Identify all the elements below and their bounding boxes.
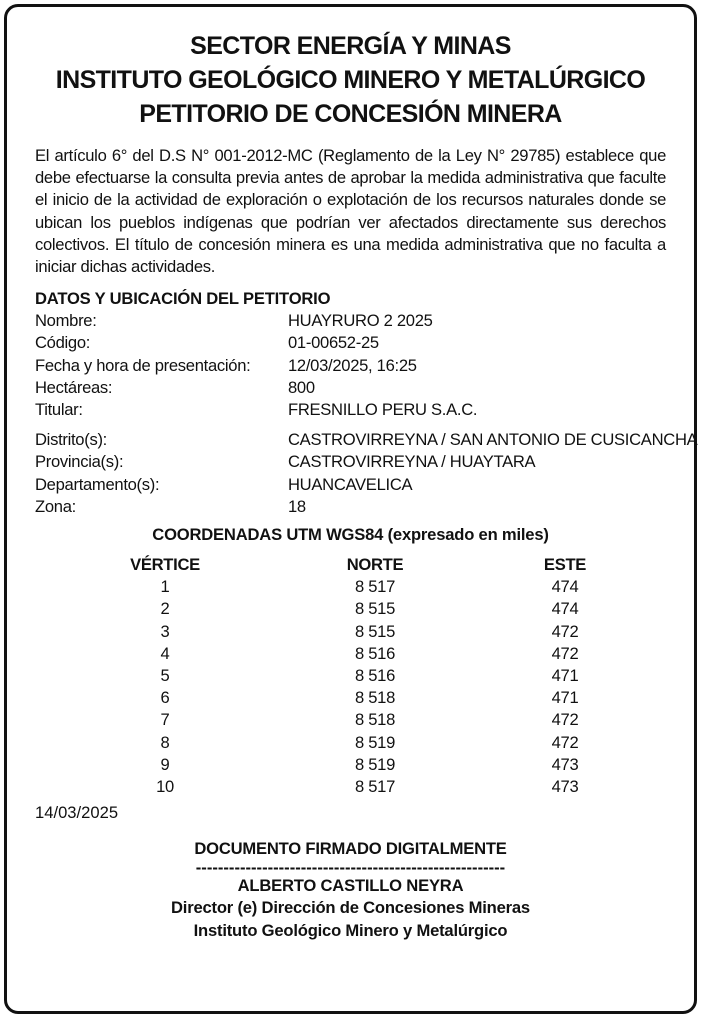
signature-note: DOCUMENTO FIRMADO DIGITALMENTE [194, 839, 507, 859]
field-label: Zona: [35, 496, 76, 516]
vertice-cell: 2 [160, 599, 170, 619]
vertice-cell: 4 [160, 643, 170, 663]
field-value: 01-00652-25 [288, 333, 379, 353]
field-label: Fecha y hora de presentación: [35, 355, 251, 375]
field-label: Departamento(s): [35, 474, 160, 494]
signer-name: ALBERTO CASTILLO NEYRA [237, 875, 464, 895]
coordinates-table [35, 554, 666, 798]
norte-cell: 8 517 [354, 777, 396, 797]
header-norte: NORTE [346, 555, 404, 575]
vertice-cell: 6 [160, 688, 170, 708]
este-cell: 472 [551, 710, 579, 730]
coordinates-title: COORDENADAS UTM WGS84 (expresado en miles) [152, 525, 549, 545]
vertice-cell: 7 [160, 710, 170, 730]
coordinate-row [35, 776, 666, 798]
coordinate-row [35, 687, 666, 709]
este-cell: 471 [551, 688, 579, 708]
field-row [35, 429, 698, 451]
header-petition: PETITORIO DE CONCESIÓN MINERA [139, 100, 562, 128]
este-cell: 472 [551, 643, 579, 663]
signer-position: Director (e) Dirección de Concesiones Mineras [171, 898, 530, 918]
vertice-cell: 10 [156, 777, 174, 797]
este-cell: 474 [551, 599, 579, 619]
field-value: HUANCAVELICA [288, 474, 413, 494]
field-value: 12/03/2025, 16:25 [288, 355, 417, 375]
location-fields [35, 429, 698, 518]
norte-cell: 8 515 [354, 621, 396, 641]
coordinates-header-row [35, 554, 666, 576]
este-cell: 472 [551, 732, 579, 752]
norte-cell: 8 517 [354, 577, 396, 597]
field-label: Código: [35, 333, 91, 353]
field-label: Titular: [35, 400, 83, 420]
signer-institution: Instituto Geológico Minero y Metalúrgico [193, 920, 508, 940]
field-row [35, 496, 666, 518]
signature-block [35, 838, 666, 942]
signature-separator: -------------------------------------------------------- [195, 857, 506, 877]
field-value: HUAYRURO 2 2025 [288, 311, 433, 331]
norte-cell: 8 515 [354, 599, 396, 619]
norte-cell: 8 518 [354, 710, 396, 730]
header-institute: INSTITUTO GEOLÓGICO MINERO Y METALÚRGICO [55, 66, 646, 94]
field-row [35, 310, 666, 332]
field-row [35, 377, 666, 399]
publication-date: 14/03/2025 [35, 803, 119, 823]
coordinate-row [35, 732, 666, 754]
norte-cell: 8 516 [354, 666, 396, 686]
este-cell: 471 [551, 666, 579, 686]
header-sector: SECTOR ENERGÍA Y MINAS [190, 32, 511, 60]
field-value: 18 [288, 496, 306, 516]
field-row [35, 399, 666, 421]
norte-cell: 8 519 [354, 732, 396, 752]
vertice-cell: 5 [160, 666, 170, 686]
field-label: Distrito(s): [35, 430, 107, 450]
coordinate-row [35, 576, 666, 598]
datos-fields [35, 310, 666, 421]
notice-frame [4, 4, 697, 1014]
este-cell: 473 [551, 754, 579, 774]
notice-header [35, 29, 666, 131]
este-cell: 474 [551, 577, 579, 597]
norte-cell: 8 518 [354, 688, 396, 708]
field-row [35, 474, 666, 496]
coordinate-row [35, 643, 666, 665]
field-row [35, 355, 666, 377]
coordinate-row [35, 665, 666, 687]
intro-paragraph: El artículo 6° del D.S N° 001-2012-MC (Reglamento de la Ley N° 29785) establece que debe efectuarse la consulta previa antes de aprobar la medida administrativa que faculte el inicio de la actividad de exploración o explotación de los recursos naturales donde se ubican los pueblos indígenas que podrían ver afectados directamente sus derechos colectivos. El título de concesión minera es una medida administrativa que no faculta a iniciar dichas actividades. [35, 146, 666, 277]
field-label: Provincia(s): [35, 452, 124, 472]
field-value: 800 [288, 377, 315, 397]
field-row [35, 451, 666, 473]
coordinate-row [35, 754, 666, 776]
datos-title: DATOS Y UBICACIÓN DEL PETITORIO [35, 289, 331, 309]
vertice-cell: 3 [160, 621, 170, 641]
field-label: Hectáreas: [35, 377, 113, 397]
field-value: CASTROVIRREYNA / HUAYTARA [288, 452, 536, 472]
vertice-cell: 8 [160, 732, 170, 752]
este-cell: 472 [551, 621, 579, 641]
este-cell: 473 [551, 777, 579, 797]
field-value: FRESNILLO PERU S.A.C. [288, 400, 478, 420]
header-vertice: VÉRTICE [130, 555, 200, 575]
field-value: CASTROVIRREYNA / SAN ANTONIO DE CUSICANCHA [288, 430, 698, 450]
header-este: ESTE [543, 555, 587, 575]
vertice-cell: 9 [160, 754, 170, 774]
coordinate-row [35, 709, 666, 731]
field-label: Nombre: [35, 311, 97, 331]
norte-cell: 8 519 [354, 754, 396, 774]
vertice-cell: 1 [160, 577, 170, 597]
field-row [35, 332, 666, 354]
coordinate-row [35, 621, 666, 643]
coordinate-row [35, 598, 666, 620]
norte-cell: 8 516 [354, 643, 396, 663]
